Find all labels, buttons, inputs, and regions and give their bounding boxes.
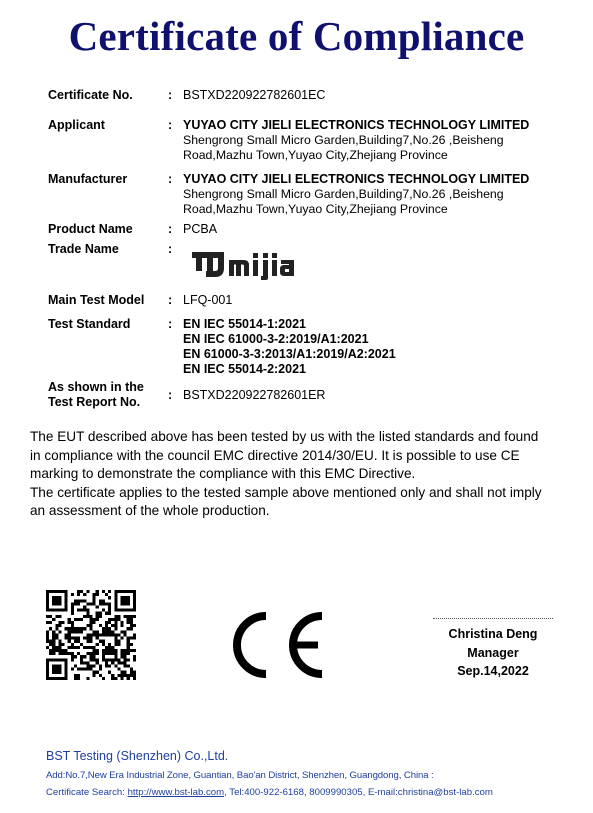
main-test-model-value: LFQ-001 <box>183 293 233 307</box>
colon: : <box>168 172 173 186</box>
colon: : <box>168 88 173 102</box>
manufacturer-label: Manufacturer <box>48 172 128 186</box>
footer-search-label: Certificate Search: <box>46 787 128 798</box>
signature-line <box>433 618 553 619</box>
footer-address: Add:No.7,New Era Industrial Zone, Guantian, Bao'an District, Shenzhen, Guangdong, China : <box>46 770 434 781</box>
colon: : <box>168 293 173 307</box>
test-report-label-line2: Test Report No. <box>48 395 141 409</box>
test-standard-item: EN IEC 61000-3-2:2019/A1:2021 <box>183 332 369 346</box>
statement-line: marking to demonstrate the compliance with this EMC Directive. <box>30 466 416 482</box>
compliance-statement <box>30 428 575 521</box>
product-name-label: Product Name <box>48 222 133 236</box>
test-standard-item: EN IEC 55014-2:2021 <box>183 362 306 376</box>
applicant-block <box>183 118 529 163</box>
statement-line: The certificate applies to the tested sample above mentioned only and shall not imply <box>30 484 542 500</box>
statement-line: The EUT described above has been tested by us with the listed standards and found <box>30 429 539 444</box>
test-report-value: BSTXD220922782601ER <box>183 388 326 402</box>
signatory-name: Christina Deng <box>448 627 538 641</box>
footer-website-link[interactable]: http://www.bst-lab.com <box>127 787 225 798</box>
footer-certificate-search <box>46 787 493 798</box>
test-standard-item: EN 61000-3-3:2013/A1:2019/A2:2021 <box>183 347 396 361</box>
ce-mark-icon <box>230 610 326 680</box>
test-standard-label: Test Standard <box>48 317 131 331</box>
test-report-label-line1: As shown in the <box>48 380 144 394</box>
statement-line: an assessment of the whole production. <box>30 503 270 519</box>
applicant-address-line1: Shengrong Small Micro Garden,Building7,No.26 ,Beisheng <box>183 133 504 147</box>
signature-date: Sep.14,2022 <box>457 664 529 678</box>
applicant-label: Applicant <box>48 118 105 132</box>
signatory-title: Manager <box>467 646 519 660</box>
manufacturer-address-line1: Shengrong Small Micro Garden,Building7,No.26 ,Beisheng <box>183 187 504 201</box>
certificate-no-label: Certificate No. <box>48 88 133 102</box>
colon: : <box>168 118 173 132</box>
colon: : <box>168 388 173 402</box>
colon: : <box>168 242 173 256</box>
colon: : <box>168 222 173 236</box>
manufacturer-address-line2: Road,Mazhu Town,Yuyao City,Zhejiang Province <box>183 202 448 216</box>
certificate-title: Certificate of Compliance <box>68 13 525 59</box>
manufacturer-block <box>183 172 529 217</box>
mijia-logo-icon <box>190 248 324 280</box>
certificate-no-value: BSTXD220922782601EC <box>183 88 326 102</box>
main-test-model-label: Main Test Model <box>48 293 145 307</box>
colon: : <box>168 317 173 331</box>
applicant-name: YUYAO CITY JIELI ELECTRONICS TECHNOLOGY LIMITED <box>183 118 530 132</box>
test-standard-item: EN IEC 55014-1:2021 <box>183 317 306 331</box>
footer-company: BST Testing (Shenzhen) Co.,Ltd. <box>46 749 229 763</box>
statement-line: in compliance with the council EMC directive 2014/30/EU. It is possible to use CE <box>30 447 520 463</box>
test-standard-list <box>183 317 396 377</box>
footer-contact: , Tel:400-922-6168, 8009990305, E-mail:christina@bst-lab.com <box>224 787 493 798</box>
qr-code-icon <box>46 590 136 680</box>
product-name-value: PCBA <box>183 222 218 236</box>
manufacturer-name: YUYAO CITY JIELI ELECTRONICS TECHNOLOGY LIMITED <box>183 172 530 186</box>
applicant-address-line2: Road,Mazhu Town,Yuyao City,Zhejiang Province <box>183 148 448 162</box>
trade-name-label: Trade Name <box>48 242 119 256</box>
